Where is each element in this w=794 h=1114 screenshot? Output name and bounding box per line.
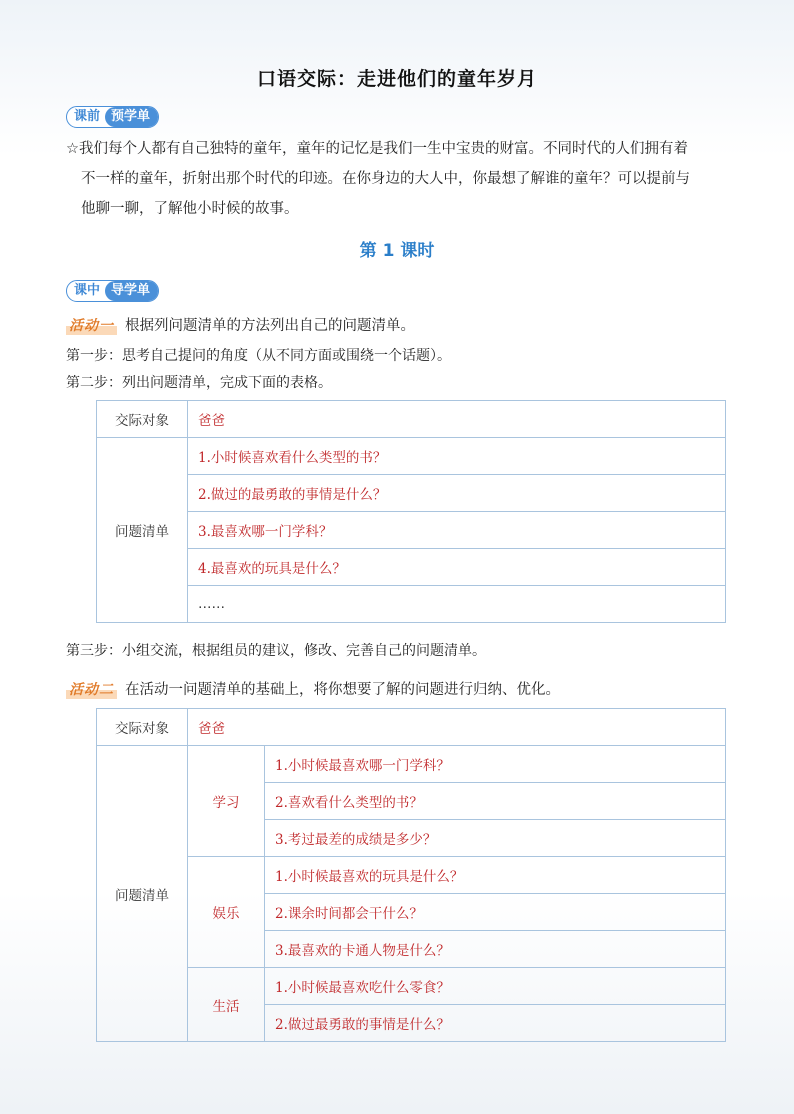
activity-2-text: 在活动一问题清单的基础上，将你想要了解的问题进行归纳、优化。 [125, 682, 560, 698]
intro-paragraph [66, 134, 736, 224]
question-item: 2.做过最勇敢的事情是什么？ [265, 1005, 726, 1042]
question-item: 2.喜欢看什么类型的书？ [265, 783, 726, 820]
table-row [97, 475, 726, 512]
badge-in-left: 课中 [74, 283, 101, 298]
question-ellipsis: …… [188, 586, 726, 623]
category-entertainment: 娱乐 [188, 857, 265, 968]
activity-1-step-3: 第三步：小组交流，根据组员的建议，修改、完善自己的问题清单。 [66, 643, 486, 659]
activity-2-heading [66, 678, 560, 699]
activity-2-table [96, 708, 726, 1042]
table-row [97, 968, 726, 1005]
question-item: 1.小时候最喜欢吃什么零食？ [265, 968, 726, 1005]
badge-pre-left: 课前 [74, 109, 101, 124]
category-life: 生活 [188, 968, 265, 1042]
badge-in-class [66, 280, 159, 302]
badge-pre-right: 预学单 [105, 107, 158, 127]
table-row [97, 512, 726, 549]
lesson-title: 第 1 课时 [359, 241, 435, 261]
question-item: 1.小时候喜欢看什么类型的书？ [188, 438, 726, 475]
target-label: 交际对象 [97, 709, 188, 746]
table-row [97, 401, 726, 438]
category-study: 学习 [188, 746, 265, 857]
activity-1-tag: 活动一 [66, 315, 117, 335]
question-list-label: 问题清单 [97, 438, 188, 623]
target-value: 爸爸 [188, 401, 726, 438]
question-item: 3.最喜欢的卡通人物是什么？ [265, 931, 726, 968]
question-item: 4.最喜欢的玩具是什么？ [188, 549, 726, 586]
table-row [97, 586, 726, 623]
activity-1-step-1: 第一步：思考自己提问的角度（从不同方面或围绕一个话题）。 [66, 348, 451, 364]
table-row [97, 746, 726, 783]
badge-in-right: 导学单 [105, 281, 158, 301]
question-item: 1.小时候最喜欢哪一门学科？ [265, 746, 726, 783]
table-row [97, 709, 726, 746]
activity-1-table [96, 400, 726, 623]
table-row [97, 857, 726, 894]
activity-2-tag: 活动二 [66, 679, 117, 699]
activity-1-step-2: 第二步：列出问题清单，完成下面的表格。 [66, 375, 332, 391]
question-item: 3.考过最差的成绩是多少？ [265, 820, 726, 857]
question-item: 3.最喜欢哪一门学科？ [188, 512, 726, 549]
target-label: 交际对象 [97, 401, 188, 438]
question-item: 2.做过的最勇敢的事情是什么？ [188, 475, 726, 512]
intro-line-3: 他聊一聊，了解他小时候的故事。 [81, 201, 299, 217]
intro-line-2: 不一样的童年，折射出那个时代的印迹。在你身边的大人中，你最想了解谁的童年？可以提前与 [81, 171, 690, 187]
activity-1-heading [66, 314, 415, 335]
question-list-label: 问题清单 [97, 746, 188, 1042]
question-item: 1.小时候最喜欢的玩具是什么？ [265, 857, 726, 894]
intro-line-1: ☆我们每个人都有自己独特的童年，童年的记忆是我们一生中宝贵的财富。不同时代的人们拥有着 [66, 141, 688, 157]
page-title: 口语交际：走进他们的童年岁月 [256, 68, 537, 90]
table-row [97, 438, 726, 475]
target-value: 爸爸 [188, 709, 726, 746]
badge-pre-class [66, 106, 159, 128]
activity-1-text: 根据列问题清单的方法列出自己的问题清单。 [125, 318, 415, 334]
table-row [97, 549, 726, 586]
question-item: 2.课余时间都会干什么？ [265, 894, 726, 931]
